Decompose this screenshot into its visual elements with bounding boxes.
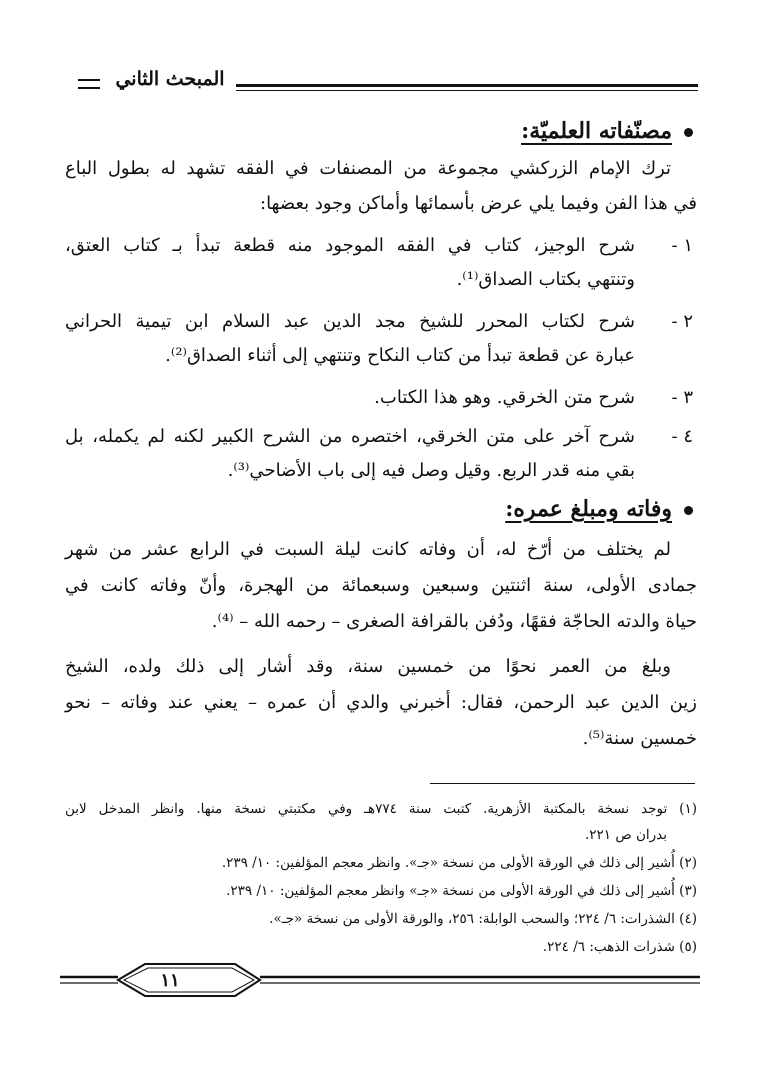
section-heading-works xyxy=(443,118,693,150)
page-number: ١١ xyxy=(160,970,180,991)
list-item-number: ١ - xyxy=(671,235,693,256)
footnote: (٥) شذرات الذهب: ٦/ ٢٢٤. xyxy=(542,939,697,955)
section-heading-text: وفاته ومبلغ عمره: xyxy=(505,496,672,522)
paragraph-line: خمسين سنة⁽⁵⁾. xyxy=(582,728,697,749)
section-heading-text: مصنّفاته العلميّة: xyxy=(521,118,672,144)
list-item-line: شرح متن الخرقي. وهو هذا الكتاب. xyxy=(374,387,635,408)
paragraph-line: جمادى الأولى، سنة اثنتين وسبعين وسبعمائة من الهجرة، وأنّ وفاته كانت في xyxy=(65,575,697,596)
list-item-line: شرح آخر على متن الخرقي، اختصره من الشرح الكبير لكنه لم يكمله، بل xyxy=(65,426,635,447)
footnote: (٤) الشذرات: ٦/ ٢٢٤؛ والسحب الوابلة: ٢٥٦، والورقة الأولى من نسخة «جـ». xyxy=(269,911,697,927)
paragraph-line: حياة والدته الحاجّة فقهًا، ودُفن بالقرافة الصغرى – رحمه الله – ⁽⁴⁾. xyxy=(211,611,697,632)
footnote: (١) توجد نسخة بالمكتبة الأزهرية. كتبت سنة ٧٧٤هـ وفي مكتبتي نسخة منها. وانظر المدخل لابن xyxy=(65,801,697,817)
running-header-title: المبحث الثاني xyxy=(115,68,225,90)
bullet-icon xyxy=(684,128,693,137)
list-item-line: عبارة عن قطعة تبدأ من كتاب النكاح وتنتهي إلى أثناء الصداق⁽²⁾. xyxy=(165,345,635,366)
list-item-line: شرح الوجيز، كتاب في الفقه الموجود منه قطعة تبدأ بـ كتاب العتق، xyxy=(65,235,635,256)
footnote: (٢) أُشير إلى ذلك في الورقة الأولى من نسخة «جـ». وانظر معجم المؤلفين: ١٠/ ٢٣٩. xyxy=(221,855,697,871)
list-item-line: شرح لكتاب المحرر للشيخ مجد الدين عبد السلام ابن تيمية الحراني xyxy=(65,311,635,332)
paragraph-line: لم يختلف من أرّخ له، أن وفاته كانت ليلة السبت في الرابع عشر من شهر xyxy=(65,539,671,560)
list-item-line: بقي منه قدر الربع. وقيل وصل فيه إلى باب الأضاحي⁽³⁾. xyxy=(227,460,635,481)
bullet-icon xyxy=(684,506,693,515)
list-item-number: ٣ - xyxy=(671,387,693,408)
footnote: (٣) أُشير إلى ذلك في الورقة الأولى من نسخة «جـ» وانظر معجم المؤلفين: ١٠/ ٢٣٩. xyxy=(226,883,697,899)
footnote: بدران ص ٢٢١. xyxy=(585,827,667,843)
list-item-number: ٢ - xyxy=(671,311,693,332)
list-item-number: ٤ - xyxy=(671,426,693,447)
footnote-separator xyxy=(430,783,695,784)
header-rule xyxy=(236,84,698,95)
paragraph-line: وبلغ من العمر نحوًا من خمسين سنة، وقد أشار إلى ذلك ولده، الشيخ xyxy=(65,656,671,677)
list-item-line: وتنتهي بكتاب الصداق⁽¹⁾. xyxy=(456,269,635,290)
paragraph-line: ترك الإمام الزركشي مجموعة من المصنفات في الفقه تشهد له بطول الباع xyxy=(65,158,671,179)
paragraph-line: في هذا الفن وفيما يلي عرض بأسمائها وأماكن وجود بعضها: xyxy=(260,193,697,214)
header-ornament xyxy=(78,79,100,89)
section-heading-death xyxy=(443,496,693,528)
paragraph-line: زين الدين عبد الرحمن، فقال: أخبرني والدي أن عمره – يعني عند وفاته – نحو xyxy=(65,692,697,713)
